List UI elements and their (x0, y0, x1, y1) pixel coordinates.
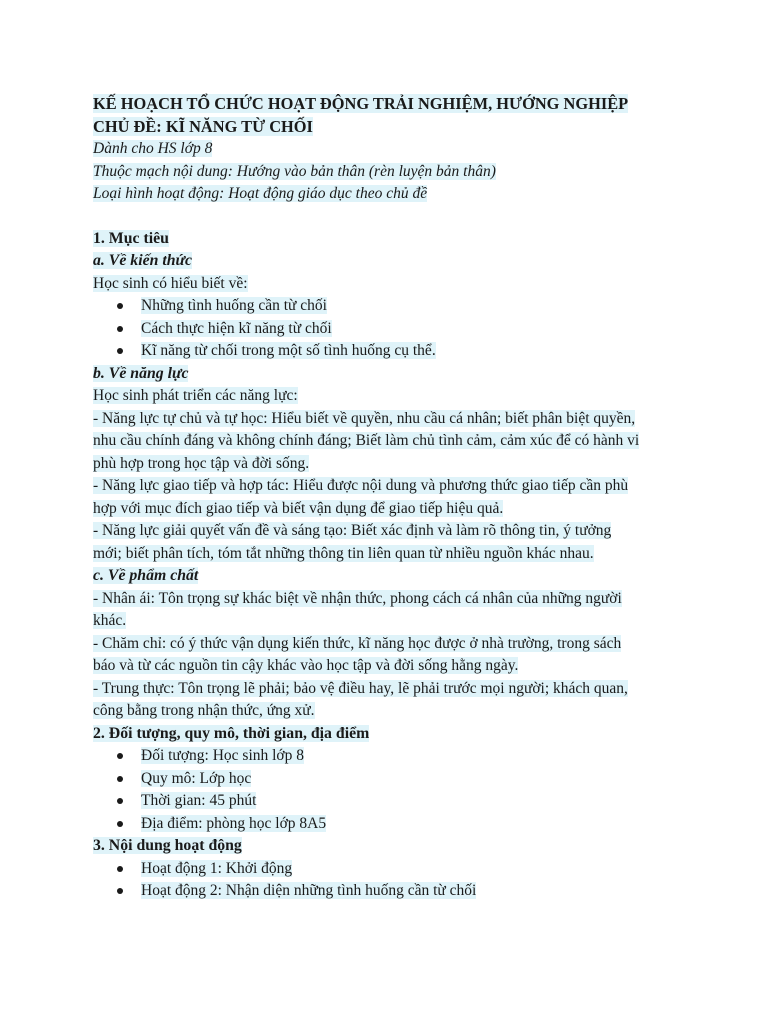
section1c-item-diligence (93, 633, 708, 678)
list-item: Đối tượng: Học sinh lớp 8 (117, 745, 708, 768)
section3-heading: 3. Nội dung hoạt động (93, 837, 242, 854)
section1a-heading: a. Về kiến thức (93, 252, 192, 269)
section1a-intro: Học sinh có hiểu biết về: (93, 274, 248, 292)
bullet-icon (117, 776, 123, 782)
list-item: Hoạt động 1: Khởi động (117, 858, 708, 881)
section1a-bullet-list (93, 295, 708, 363)
bullet-icon (117, 326, 123, 332)
bullet-icon (117, 866, 123, 872)
section1c-heading: c. Về phẩm chất (93, 567, 199, 584)
list-item: Thời gian: 45 phút (117, 790, 708, 813)
doc-meta-content-strand: Thuộc mạch nội dung: Hướng vào bản thân (rèn luyện bản thân) (93, 162, 496, 180)
section1-heading: 1. Mục tiêu (93, 229, 169, 247)
paragraph-line: báo và từ các nguồn tin cậy khác vào học tập và đời sống hằng ngày. (93, 657, 519, 674)
paragraph-line: hợp với mục đích giao tiếp và biết vận dụng để giao tiếp hiệu quả. (93, 499, 504, 517)
paragraph-line: phù hợp trong học tập và đời sống. (93, 454, 310, 472)
section1c-item-honesty (93, 678, 708, 723)
section1b-item-communication (93, 475, 708, 520)
paragraph-line: nhu cầu chính đáng và không chính đáng; Biết làm chủ tình cảm, cảm xúc để có hành vi (93, 432, 640, 449)
list-item: Hoạt động 2: Nhận diện những tình huống cần từ chối (117, 880, 708, 903)
paragraph-line: - Chăm chỉ: có ý thức vận dụng kiến thức, kĩ năng học được ở nhà trường, trong sách (93, 634, 622, 652)
bullet-icon (117, 753, 123, 759)
doc-title-line1: KẾ HOẠCH TỔ CHỨC HOẠT ĐỘNG TRẢI NGHIỆM, HƯỚNG NGHIỆP (93, 94, 629, 113)
section1b-item-problem-solving (93, 520, 708, 565)
bullet-icon (117, 888, 123, 894)
paragraph-line: - Nhân ái: Tôn trọng sự khác biệt về nhận thức, phong cách cá nhân của những người (93, 589, 622, 607)
paragraph-line: - Năng lực tự chủ và tự học: Hiểu biết về quyền, nhu cầu cá nhân; biết phân biệt quyền, (93, 409, 636, 427)
paragraph-line: - Năng lực giải quyết vấn đề và sáng tạo: Biết xác định và làm rõ thông tin, ý tưởng (93, 522, 612, 539)
bullet-icon (117, 348, 123, 354)
section1b-item-self-study (93, 408, 708, 476)
section3-bullet-list (93, 858, 708, 903)
doc-meta-activity-type: Loại hình hoạt động: Hoạt động giáo dục theo chủ đề (93, 185, 428, 202)
bullet-icon (117, 303, 123, 309)
section1b-intro: Học sinh phát triển các năng lực: (93, 387, 298, 404)
paragraph-line: khác. (93, 612, 127, 629)
paragraph-line: mới; biết phân tích, tóm tắt những thông tin liên quan từ nhiều nguồn khác nhau. (93, 544, 594, 562)
bullet-icon (117, 798, 123, 804)
list-item: Địa điểm: phòng học lớp 8A5 (117, 813, 708, 836)
paragraph-line: - Năng lực giao tiếp và hợp tác: Hiểu được nội dung và phương thức giao tiếp cần phù (93, 477, 629, 494)
paragraph-line: - Trung thực: Tôn trọng lẽ phải; bảo vệ điều hay, lẽ phải trước mọi người; khách quan, (93, 679, 628, 697)
paragraph-line: công bằng trong nhận thức, ứng xử. (93, 702, 315, 719)
list-item: Cách thực hiện kĩ năng từ chối (117, 318, 708, 341)
list-item: Kĩ năng từ chối trong một số tình huống cụ thể. (117, 340, 708, 363)
section2-bullet-list (93, 745, 708, 835)
bullet-icon (117, 821, 123, 827)
list-item: Quy mô: Lớp học (117, 768, 708, 791)
section1c-item-kindness (93, 588, 708, 633)
section2-heading: 2. Đối tượng, quy mô, thời gian, địa điểm (93, 724, 370, 742)
section1b-heading: b. Về năng lực (93, 364, 189, 382)
list-item: Những tình huống cần từ chối (117, 295, 708, 318)
doc-title-line2: CHỦ ĐỀ: KĨ NĂNG TỪ CHỐI (93, 117, 313, 136)
doc-meta-grade: Dành cho HS lớp 8 (93, 140, 213, 157)
